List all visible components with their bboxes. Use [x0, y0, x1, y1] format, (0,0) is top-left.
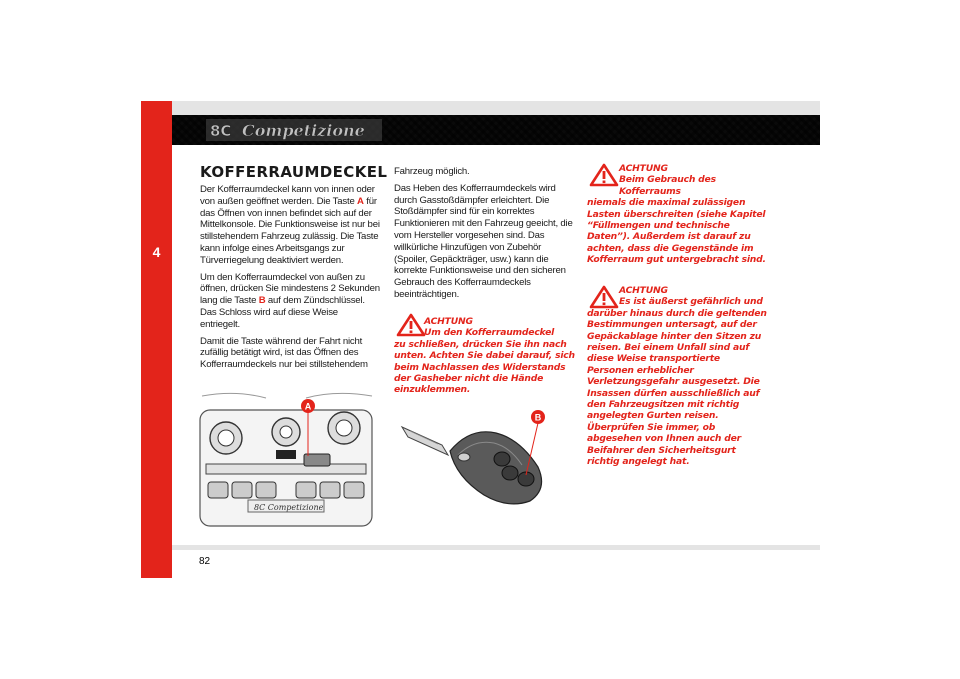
- brand-logo: [206, 118, 382, 142]
- console-illustration: [196, 388, 376, 528]
- warning-text: niemals die maximal zulässigen Lasten überschreiten (siehe Kapitel “Füllmengen und technische Daten”). Außerdem ist darauf zu achten, dass die Gegenstände im Kofferraum gut untergebracht sind.: [587, 197, 766, 266]
- warning-first-line: Beim Gebrauch des Kofferraums: [619, 174, 716, 197]
- paragraph: Der Kofferraumdeckel kann von innen oder von außen geöffnet werden. Die Taste A für das Öffnen von innen befindet sich auf der Mittelkonsole. Die Funktionsweise ist nur bei stillstehendem Fahrzeug zulässig. Die Taste kann infolge eines Arbeitsgangs zur Türverriegelung deaktiviert werden.: [200, 184, 380, 266]
- column-2: [394, 166, 574, 306]
- warning-text: zu schließen, drücken Sie ihn nach unten. Achten Sie dabei darauf, sich beim Nachlassen des Widerstands der Gasheber nicht die Hände einzuklemmen.: [394, 338, 575, 396]
- svg-text:8C: 8C: [210, 122, 232, 140]
- warning-title: ACHTUNG: [619, 163, 668, 174]
- warning-text: darüber hinaus durch die geltenden Bestimmungen untersagt, auf der Gepäckablage hinter den Sitzen zu reisen. Bei einem Unfall sind auf diese Weise transportierte Personen erheblicher Verletzungsgefahr ausgesetzt. Die Insassen dürfen ausschließlich auf den Fahrzeugsitzen mit richtig angelegten Gurten reisen. Überprüfen Sie immer, ob abgesehen von Ihnen auch der Beifahrer den Sicherheitsgurt richtig angelegt hat.: [587, 307, 767, 468]
- console-logo-text: 8C Competizione: [254, 503, 324, 512]
- warning-title: ACHTUNG: [424, 316, 473, 327]
- chapter-tab: [141, 101, 172, 578]
- warning-box: [587, 285, 769, 468]
- key-a-ref: A: [357, 195, 364, 207]
- callout-a: A: [304, 401, 312, 412]
- key-b-ref: B: [258, 295, 266, 307]
- header-band: [172, 101, 820, 115]
- column-1: [200, 184, 380, 376]
- paragraph: Damit die Taste während der Fahrt nicht zufällig betätigt wird, ist das Öffnen des Kofferraumdeckels nur bei stillstehendem: [200, 335, 368, 371]
- page-title: KOFFERRAUMDECKEL: [200, 163, 388, 181]
- svg-text:Competizione: Competizione: [242, 121, 365, 140]
- callout-b: B: [534, 412, 542, 423]
- chapter-number: 4: [152, 244, 161, 260]
- warning-box: [587, 163, 769, 266]
- paragraph: Um den Kofferraumdeckel von außen zu öffnen, drücken Sie mindestens 2 Sekunden lang die Taste B auf dem Zündschlüssel. Das Schloss wird auf diese Weise entriegelt.: [200, 271, 380, 330]
- warning-first-line: Um den Kofferraumdeckel: [424, 327, 555, 339]
- page-number: 82: [199, 556, 211, 567]
- warning-box: [394, 316, 576, 396]
- paragraph: Das Heben des Kofferraumdeckels wird durch Gasstoßdämpfer erleichtert. Die Stoßdämpfer sind für ein korrektes Funktionieren mit den Fahrzeug geeicht, die vom Hersteller vorgesehen sind. Das willkürliche Hinzufügen von Zubehör (Spoiler, Gepäckträger, usw.) kann die korrekte Funktionsweise und den sicheren Gebrauch des Kofferraumdeckels beeinträchtigen.: [394, 182, 573, 300]
- warning-first-line: Es ist äußerst gefährlich und: [619, 296, 763, 308]
- paragraph: Fahrzeug möglich.: [394, 166, 470, 177]
- footer-rule: [172, 545, 820, 550]
- warning-title: ACHTUNG: [619, 285, 668, 296]
- key-illustration: [398, 405, 558, 511]
